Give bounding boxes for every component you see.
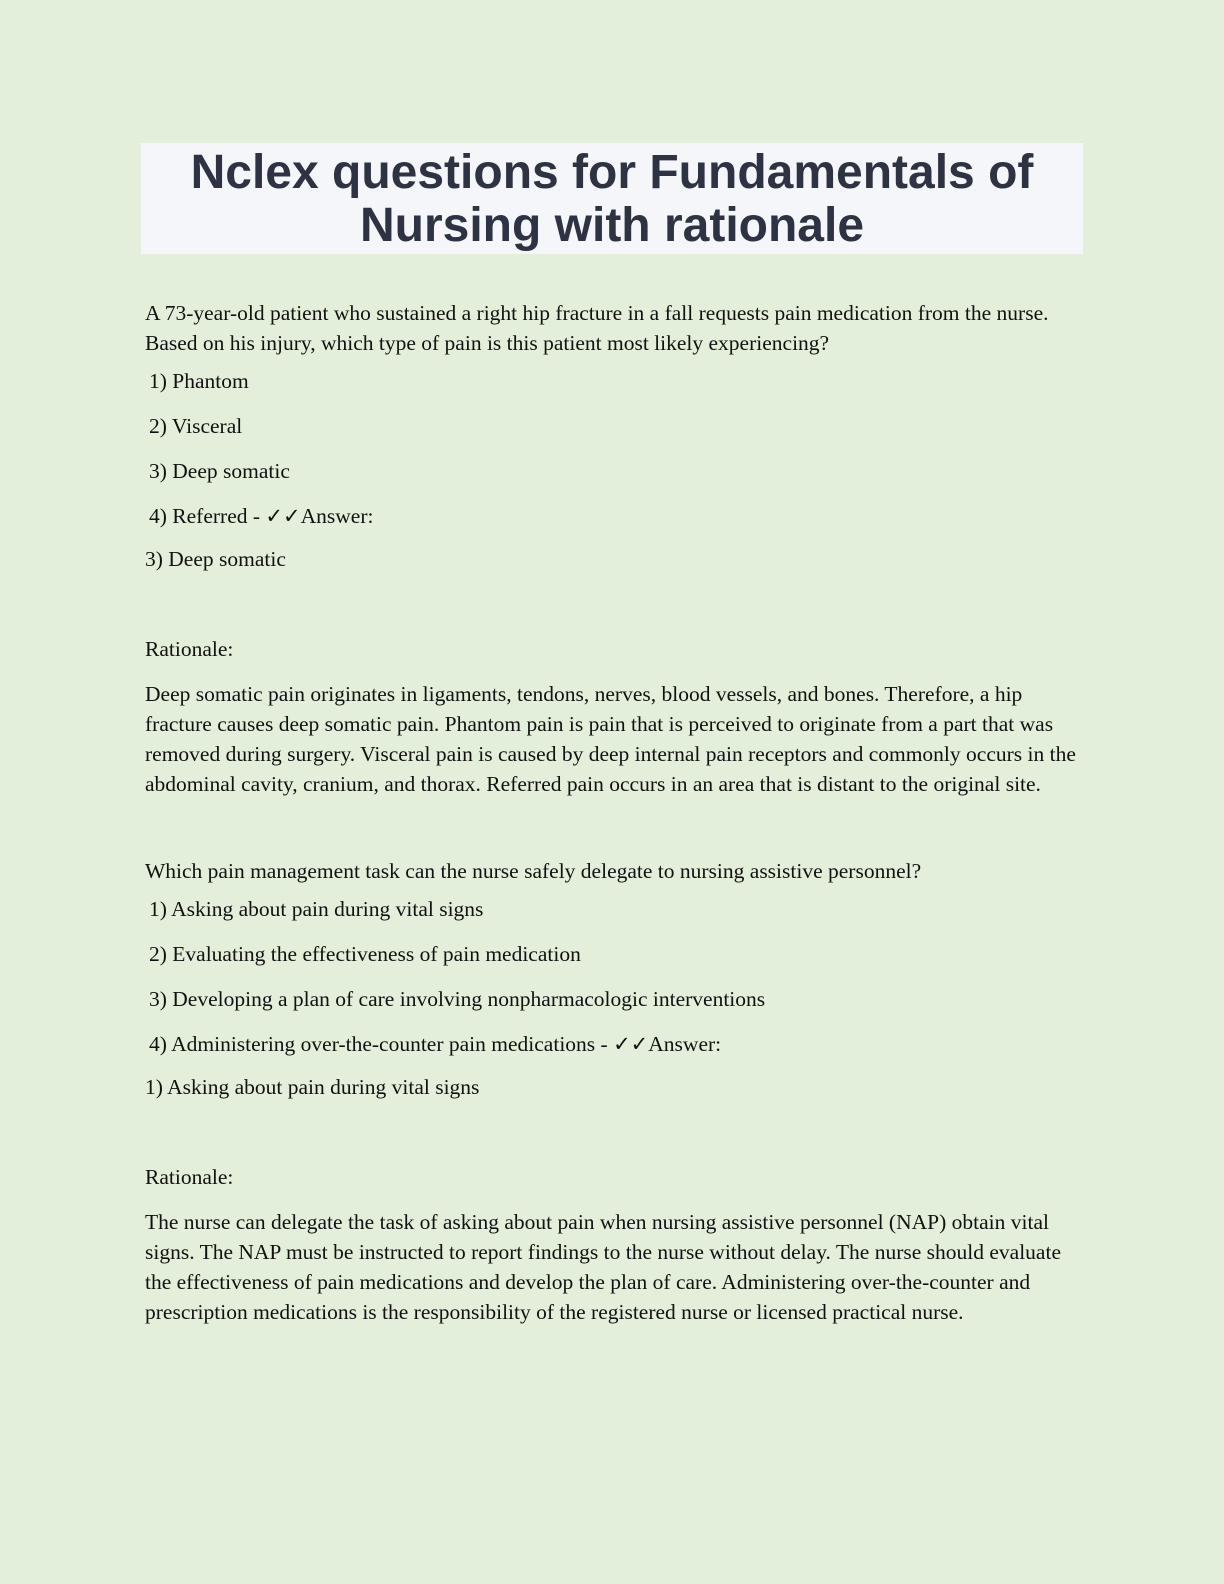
option-1: 1) Phantom	[149, 369, 249, 393]
document-body	[145, 298, 1085, 1327]
title-banner	[141, 143, 1083, 254]
option-2: 2) Visceral	[149, 414, 243, 438]
answer-label: Answer:	[648, 1032, 722, 1056]
option-4-text: 4) Referred -	[149, 504, 266, 528]
option-4	[149, 1029, 1085, 1059]
question-stem: Which pain management task can the nurse safely delegate to nursing assistive personnel?	[145, 859, 922, 883]
rationale-text: The nurse can delegate the task of asking about pain when nursing assistive personnel (NAP) obtain vital signs. The NAP must be instructed to report findings to the nurse without delay. The nurse should evaluate the effectiveness of pain medications and develop the plan of care. Administering over-the-counter and prescription medications is the responsibility of the registered nurse or licensed practical nurse.	[145, 1210, 1061, 1324]
correct-answer: 1) Asking about pain during vital signs	[145, 1075, 480, 1099]
option-4-text: 4) Administering over-the-counter pain medications -	[149, 1032, 614, 1056]
question-block-1	[145, 298, 1085, 799]
option-2: 2) Evaluating the effectiveness of pain medication	[149, 942, 581, 966]
page-title: Nclex questions for Fundamentals of Nursing with rationale	[190, 146, 1034, 252]
option-1: 1) Asking about pain during vital signs	[149, 897, 484, 921]
rationale-text: Deep somatic pain originates in ligaments, tendons, nerves, blood vessels, and bones. Therefore, a hip fracture causes deep somatic pain. Phantom pain is pain that is perceived to originate from a part that was removed during surgery. Visceral pain is caused by deep internal pain receptors and commonly occurs in the abdominal cavity, cranium, and thorax. Referred pain occurs in an area that is distant to the original site.	[145, 682, 1076, 796]
option-3: 3) Deep somatic	[149, 459, 290, 483]
question-block-2	[145, 856, 1085, 1327]
rationale-label: Rationale:	[145, 1165, 234, 1189]
question-stem: A 73-year-old patient who sustained a right hip fracture in a fall requests pain medication from the nurse. Based on his injury, which type of pain is this patient most likely experiencing?	[145, 301, 1049, 355]
answer-label: Answer:	[300, 504, 374, 528]
rationale-label: Rationale:	[145, 637, 234, 661]
double-check-icon: ✓✓	[265, 504, 301, 528]
double-check-icon: ✓✓	[613, 1032, 649, 1056]
correct-answer: 3) Deep somatic	[145, 547, 286, 571]
option-3: 3) Developing a plan of care involving nonpharmacologic interventions	[149, 987, 766, 1011]
option-4	[149, 501, 1085, 531]
